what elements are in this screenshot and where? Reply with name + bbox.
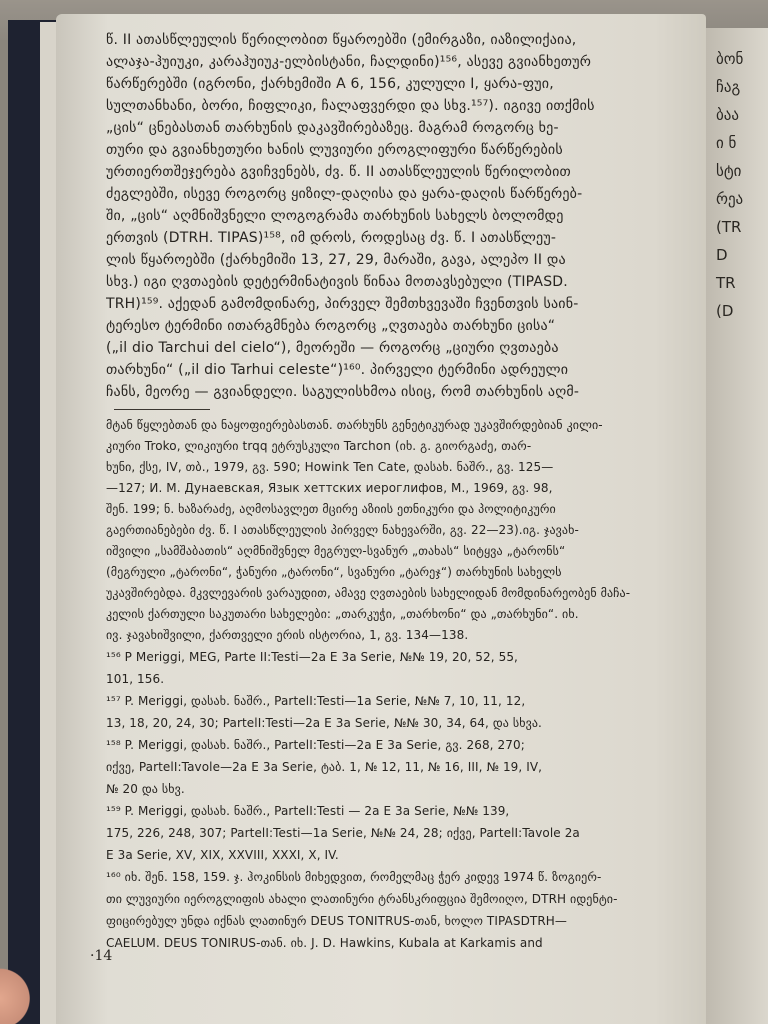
next-page-fragment: (TR xyxy=(716,218,742,236)
footnote-line: ფიცირებულ უნდა იქნას ლათინურ DEUS TONITRUS-თან, ხოლო TIPASDTRH— xyxy=(106,914,568,928)
next-page-fragment: ი ნ xyxy=(716,134,737,152)
footnote-line: CAELUM. DEUS TONIRUS-თან. იხ. J. D. Hawkins, Kubala at Karkamis and xyxy=(106,936,543,950)
main-line: ურთიერთშეჯერება გვიჩვენებს, ძვ. წ. II ათასწლეულის წერილობით xyxy=(106,164,571,180)
footnote-line: გაერთიანებები ძვ. წ. I ათასწლეულის პირველ ნახევარში, გვ. 22—23).იგ. ჯავახ- xyxy=(106,523,579,537)
footnote-line: იშვილი „სამშაბათის“ აღმნიშვნელ მეგრულ-სვანურ „თახას“ სიტყვა „ტარონს“ xyxy=(106,544,566,558)
footnote-line: 101, 156. xyxy=(106,672,165,686)
main-line: ტერესო ტერმინი ითარგმნება როგორც „ღვთაება თარხუნი ცისა“ xyxy=(106,318,556,334)
next-page-fragment: ბონ xyxy=(716,50,744,68)
footnote-line: ხუნი, ქსე, IV, თბ., 1979, გვ. 590; Howink Ten Cate, დასახ. ნაშრ., გვ. 125— xyxy=(106,460,554,474)
footnote-line: შენ. 199; ნ. ხაზარაძე, აღმოსავლეთ მცირე აზიის ეთნიკური და პოლიტიკური xyxy=(106,502,556,516)
main-line: ჩანს, მეორე — გვიანდელი. საგულისხმოა ისიც, რომ თარხუნის აღმ- xyxy=(106,384,580,400)
main-line: ძეგლებში, ისევე როგორც ყიზილ-დაღისა და ყარა-დაღის წარწერებ- xyxy=(106,186,583,202)
next-page-fragment: (D xyxy=(716,302,734,320)
page-number: ·14 xyxy=(90,948,113,964)
footnote-line: ¹⁵⁷ P. Meriggi, დასახ. ნაშრ., PartelI:Testi—1a Serie, №№ 7, 10, 11, 12, xyxy=(106,694,526,708)
main-line: TRH)¹⁵⁹. აქედან გამომდინარე, პირველ შემთხვევაში ჩვენთვის საინ- xyxy=(106,296,579,312)
footnote-line: № 20 და სხვ. xyxy=(106,782,185,796)
footnote-line: უკავშირებდა. მკვლევარის ვარაუდით, ამავე ღვთაების სახელიდან მომდინარეობენ მაჩა- xyxy=(106,586,631,600)
main-line: ერთვის (DTRH. TIPAS)¹⁵⁸, იმ დროს, როდესაც ძვ. წ. I ათასწლეუ- xyxy=(106,230,557,246)
main-line: ლის წყაროებში (ქარხემიში 13, 27, 29, მარაში, გავა, ალეპო II და xyxy=(106,252,566,268)
main-line: თური და გვიანხეთური ხანის ლუვიური ეროგლიფური წარწერების xyxy=(106,142,563,158)
footnote-line: მტან წყლებთან და ნაყოფიერებასთან. თარხუნს გენეტიკურად უკავშირდებიან კილი- xyxy=(106,418,603,432)
next-page-fragment: სტი xyxy=(716,162,742,180)
next-page-fragment: TR xyxy=(716,274,736,292)
main-line: ალაჯა-ჰუიუკი, კარაჰუიუკ-ელბისტანი, ჩალდინი)¹⁵⁶, ასევე გვიანხეთურ xyxy=(106,54,592,70)
next-page-fragment: ბაა xyxy=(716,106,739,124)
main-line: წ. II ათასწლეულის წერილობით წყაროებში (ემირგაზი, იაზილიქაია, xyxy=(106,32,577,48)
main-line: სხვ.) იგი ღვთაების დეტერმინატივის წინაა მოთავსებული (TIPASD. xyxy=(106,274,568,290)
footnote-line: იქვე, PartelI:Tavole—2a E 3a Serie, ტაბ. 1, № 12, 11, № 16, III, № 19, IV, xyxy=(106,760,543,774)
main-line: „ცის“ ცნებასთან თარხუნის დაკავშირებაზეც. მაგრამ როგორც ხე- xyxy=(106,120,559,136)
finger xyxy=(0,960,30,1024)
footnote-line: ¹⁶⁰ იხ. შენ. 158, 159. ჯ. ჰოკინსის მიხედვით, რომელმაც ჭერ კიდევ 1974 წ. ზოგიერ- xyxy=(106,870,602,884)
main-line: თარხუნი“ („il dio Tarhui celeste“)¹⁶⁰. პირველი ტერმინი ადრეული xyxy=(106,362,569,378)
footnote-divider xyxy=(114,409,210,410)
main-line: სულთანხანი, ბორი, ჩიფლიკი, ჩალაფვერდი და სხვ.¹⁵⁷). იგივე ითქმის xyxy=(106,98,595,114)
main-line: წარწერებში (იგრონი, ქარხემიში A 6, 156, კულული I, ყარა-ფუი, xyxy=(106,76,554,92)
footnote-line: (მეგრული „ტარონი“, ჭანური „ტარონი“, სვანური „ტარეჯ“) თარხუნის სახელს xyxy=(106,565,562,579)
footnote-line: თი ლუვიური იეროგლიფის ახალი ლათინური ტრანსკრიფცია შემოიღო, DTRH იდენტი- xyxy=(106,892,618,906)
footnote-line: ¹⁵⁸ P. Meriggi, დასახ. ნაშრ., PartelI:Testi—2a E 3a Serie, გვ. 268, 270; xyxy=(106,738,525,752)
main-line: ში, „ცის“ აღმნიშვნელი ლოგოგრამა თარხუნის სახელს ბოლომდე xyxy=(106,208,564,224)
footnote-line: —127; И. М. Дунаевская, Язык хеттских иероглифов, М., 1969, გვ. 98, xyxy=(106,481,553,495)
next-page-fragment: რეა xyxy=(716,190,744,208)
footnote-line: 13, 18, 20, 24, 30; PartelI:Testi—2a E 3a Serie, №№ 30, 34, 64, და სხვა. xyxy=(106,716,542,730)
footnote-line: ¹⁵⁶ P Meriggi, MEG, Parte II:Testi—2a E 3a Serie, №№ 19, 20, 52, 55, xyxy=(106,650,518,664)
footnote-line: ივ. ჯავახიშვილი, ქართველი ერის ისტორია, 1, გვ. 134—138. xyxy=(106,628,469,642)
footnote-line: კელის ქართული საკუთარი სახელები: „თარკუჭი, „თარხონი“ და „თარხუნი“. იხ. xyxy=(106,607,579,621)
next-page-fragment: D xyxy=(716,246,728,264)
next-page-fragment: ჩაგ xyxy=(716,78,741,96)
footnote-line: 175, 226, 248, 307; PartelI:Testi—1a Serie, №№ 24, 28; იქვე, PartelI:Tavole 2a xyxy=(106,826,580,840)
main-line: („il dio Tarchui del cielo“), მეორეში — როგორც „ციური ღვთაება xyxy=(106,340,559,356)
footnote-line: E 3a Serie, XV, XIX, XXVIII, XXXI, X, IV. xyxy=(106,848,339,862)
footnote-line: ¹⁵⁹ P. Meriggi, დასახ. ნაშრ., PartelI:Testi — 2a E 3a Serie, №№ 139, xyxy=(106,804,510,818)
footnote-line: კიური Troko, ლიკიური trqq ეტრუსკული Tarchon (იხ. გ. გიორგაძე, თარ- xyxy=(106,439,532,453)
